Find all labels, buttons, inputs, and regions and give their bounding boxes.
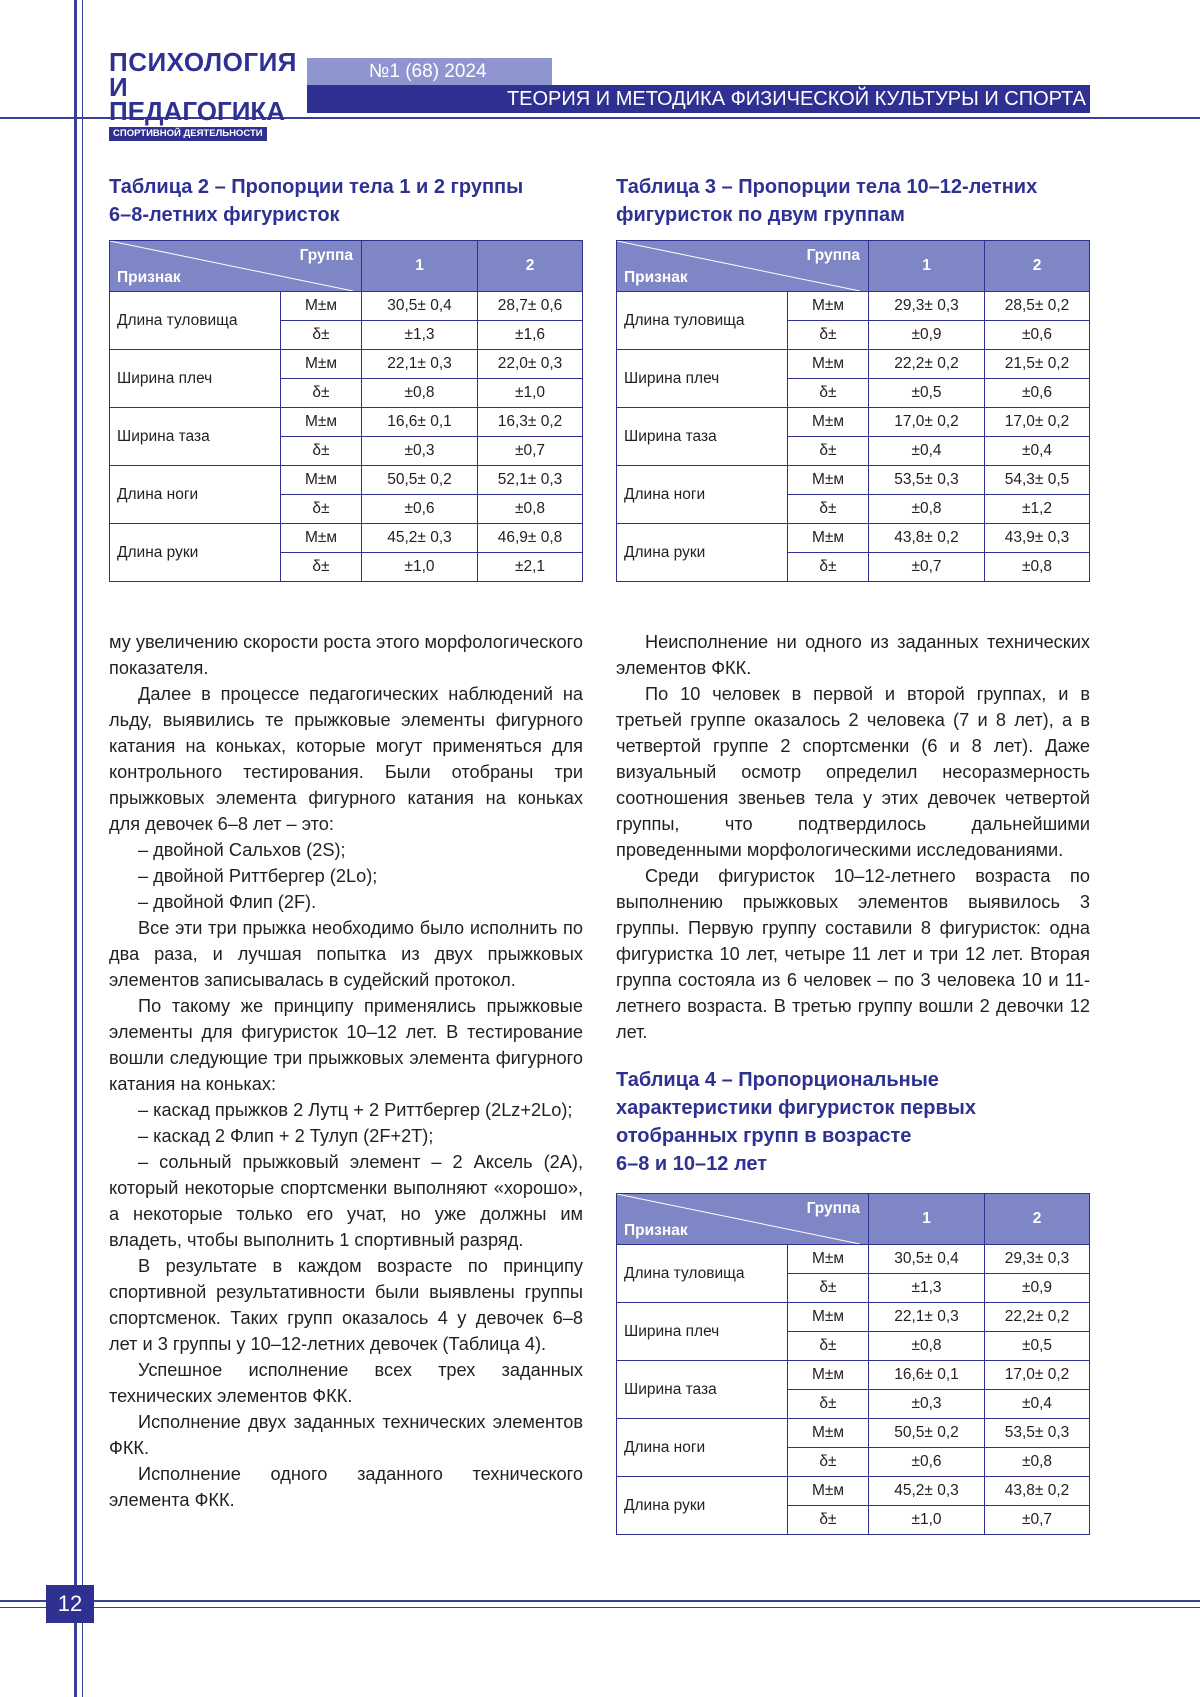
list-item: – каскад прыжков 2 Лутц + 2 Риттбергер (2Lz+2Lo); <box>138 1100 573 1120</box>
value-cell: ±1,3 <box>869 1274 985 1303</box>
value-cell: 16,6± 0,1 <box>869 1361 985 1390</box>
table-header-row <box>617 1194 1090 1245</box>
frame-vertical-line <box>74 0 77 1697</box>
stat-label-mean: М±м <box>788 408 869 437</box>
value-cell: ±0,4 <box>869 437 985 466</box>
stat-label-sd: δ± <box>788 495 869 524</box>
row-label: Ширина таза <box>617 1361 788 1419</box>
value-cell: ±1,0 <box>869 1506 985 1535</box>
header-group-label: Группа <box>299 247 353 264</box>
value-cell: 54,3± 0,5 <box>985 466 1090 495</box>
header-feature-label: Признак <box>624 1222 688 1239</box>
table-header-row <box>617 241 1090 292</box>
value-cell: ±0,8 <box>985 553 1090 582</box>
row-label: Длина туловища <box>617 1245 788 1303</box>
header-group-feature-cell <box>617 241 869 292</box>
section-title: ТЕОРИЯ И МЕТОДИКА ФИЗИЧЕСКОЙ КУЛЬТУРЫ И СПОРТА <box>307 85 1090 113</box>
logo-line-1: ПСИХОЛОГИЯ <box>109 47 297 77</box>
stat-label-sd: δ± <box>788 1390 869 1419</box>
paragraph: По 10 человек в первой и второй группах, и в третьей группе оказалось 2 человека (7 и 8 лет), а в четвертой группе 2 спортсменки (6 и 8 лет). Даже визуальный осмотр определил несоразмерность соотношения звеньев тела у этих девочек четвертой группы, что подтвердилось дальнейшими проведенными морфологическими исследованиями. <box>616 684 1090 860</box>
table-header-row <box>110 241 583 292</box>
value-cell: 17,0± 0,2 <box>985 408 1090 437</box>
value-cell: 16,6± 0,1 <box>362 408 478 437</box>
row-label: Длина туловища <box>617 292 788 350</box>
row-label: Длина ноги <box>617 466 788 524</box>
table-row <box>617 1419 1090 1448</box>
stat-label-mean: М±м <box>788 292 869 321</box>
value-cell: ±0,3 <box>362 437 478 466</box>
header-diagonal-cell <box>617 1194 868 1244</box>
header-group-label: Группа <box>806 1200 860 1217</box>
row-label: Длина ноги <box>617 1419 788 1477</box>
value-cell: ±0,9 <box>985 1274 1090 1303</box>
caption-line: 6–8 и 10–12 лет <box>616 1153 768 1175</box>
stat-label-mean: М±м <box>281 408 362 437</box>
value-cell: 22,0± 0,3 <box>478 350 583 379</box>
value-cell: 29,3± 0,3 <box>869 292 985 321</box>
stat-label-mean: М±м <box>788 1303 869 1332</box>
value-cell: ±0,6 <box>869 1448 985 1477</box>
paragraph: Успешное исполнение всех трех заданных технических элементов ФКК. <box>109 1360 583 1406</box>
header-col-2: 2 <box>985 241 1090 292</box>
paragraph: му увеличению скорости роста этого морфологического показателя. <box>109 632 584 678</box>
row-label: Ширина плеч <box>617 350 788 408</box>
caption-line: Таблица 3 – Пропорции тела 10–12-летних <box>616 176 1038 198</box>
value-cell: ±0,6 <box>985 321 1090 350</box>
value-cell: 53,5± 0,3 <box>985 1419 1090 1448</box>
value-cell: 28,7± 0,6 <box>478 292 583 321</box>
table-row <box>110 292 583 321</box>
paragraph: В результате в каждом возрасте по принципу спортивной результативности были выявлены группы спортсменок. Таких групп оказалось 4 у девочек 6–8 лет и 3 группы у 10–12-летних девочек (Таблица 4). <box>109 1256 583 1354</box>
value-cell: 45,2± 0,3 <box>869 1477 985 1506</box>
row-label: Ширина плеч <box>617 1303 788 1361</box>
caption-line: фигуристок по двум группам <box>616 204 905 226</box>
stat-label-mean: М±м <box>788 466 869 495</box>
value-cell: ±0,4 <box>985 437 1090 466</box>
left-column-text <box>109 629 583 1513</box>
caption-line: Таблица 2 – Пропорции тела 1 и 2 группы <box>109 176 524 198</box>
paragraph: – сольный прыжковый элемент – 2 Аксель (2A), который некоторые спортсменки выполняют «хорошо», а некоторые только его учат, но уже должны им владеть, чтобы выполнить 1 спортивный разряд. <box>109 1152 583 1250</box>
value-cell: 30,5± 0,4 <box>362 292 478 321</box>
value-cell: 17,0± 0,2 <box>985 1361 1090 1390</box>
value-cell: ±1,2 <box>985 495 1090 524</box>
header-diagonal-cell <box>110 241 361 291</box>
table-row <box>617 408 1090 437</box>
table-2 <box>109 240 583 582</box>
header-col-2: 2 <box>478 241 583 292</box>
value-cell: ±0,7 <box>869 553 985 582</box>
table-2-caption <box>109 173 523 229</box>
value-cell: 17,0± 0,2 <box>869 408 985 437</box>
stat-label-sd: δ± <box>281 379 362 408</box>
logo-line-2: И ПЕДАГОГИКА <box>109 72 286 126</box>
table-row <box>617 1477 1090 1506</box>
stat-label-mean: М±м <box>788 350 869 379</box>
table-3 <box>616 240 1090 582</box>
value-cell: 46,9± 0,8 <box>478 524 583 553</box>
table-row <box>617 1303 1090 1332</box>
row-label: Длина ноги <box>110 466 281 524</box>
value-cell: 50,5± 0,2 <box>869 1419 985 1448</box>
value-cell: 22,2± 0,2 <box>869 350 985 379</box>
stat-label-sd: δ± <box>788 437 869 466</box>
stat-label-sd: δ± <box>281 437 362 466</box>
value-cell: ±0,7 <box>478 437 583 466</box>
stat-label-sd: δ± <box>281 321 362 350</box>
value-cell: ±1,3 <box>362 321 478 350</box>
value-cell: 22,1± 0,3 <box>362 350 478 379</box>
paragraph: Неисполнение ни одного из заданных технических элементов ФКК. <box>616 632 1090 678</box>
stat-label-sd: δ± <box>281 495 362 524</box>
issue-number: №1 (68) 2024 <box>307 58 552 86</box>
table-row <box>110 466 583 495</box>
header-col-1: 1 <box>869 241 985 292</box>
value-cell: 29,3± 0,3 <box>985 1245 1090 1274</box>
value-cell: ±0,7 <box>985 1506 1090 1535</box>
paragraph: По такому же принципу применялись прыжковые элементы для фигуристок 10–12 лет. В тестирование вошли следующие три прыжковых элемента фигурного катания на коньках: <box>109 996 583 1094</box>
table-row <box>110 350 583 379</box>
table-row <box>110 408 583 437</box>
stat-label-sd: δ± <box>788 1506 869 1535</box>
stat-label-mean: М±м <box>788 1361 869 1390</box>
value-cell: ±0,6 <box>362 495 478 524</box>
stat-label-sd: δ± <box>788 553 869 582</box>
paragraph: Исполнение одного заданного технического элемента ФКК. <box>109 1464 583 1510</box>
paragraph: Далее в процессе педагогических наблюдений на льду, выявились те прыжковые элементы фигурного катания на коньках, которые могут применяться для контрольного тестирования. Были отобраны три прыжковых элемента фигурного катания на коньках для девочек 6–8 лет – это: <box>109 684 583 834</box>
stat-label-sd: δ± <box>788 321 869 350</box>
value-cell: ±0,9 <box>869 321 985 350</box>
table-row <box>617 466 1090 495</box>
list-item: – двойной Сальхов (2S); <box>138 840 346 860</box>
stat-label-sd: δ± <box>788 1274 869 1303</box>
value-cell: ±1,0 <box>478 379 583 408</box>
stat-label-mean: М±м <box>788 1245 869 1274</box>
table-4 <box>616 1193 1090 1535</box>
paragraph: Среди фигуристок 10–12-летнего возраста по выполнению прыжковых элементов выявилось 3 группы. Первую группу составили 8 фигуристок: одна фигуристка 10 лет, четыре 11 лет и три 12 лет. Вторая группа состояла из 6 человек – по 3 человека 10 и 11-летнего возраста. В третью группу вошли 2 девочки 12 лет. <box>616 866 1090 1042</box>
row-label: Длина руки <box>617 1477 788 1535</box>
value-cell: 43,9± 0,3 <box>985 524 1090 553</box>
list-item: – двойной Риттбергер (2Lo); <box>138 866 378 886</box>
header-group-label: Группа <box>806 247 860 264</box>
frame-vertical-line-thin <box>82 0 83 1697</box>
row-label: Длина туловища <box>110 292 281 350</box>
value-cell: ±2,1 <box>478 553 583 582</box>
list-item: – двойной Флип (2F). <box>138 892 317 912</box>
table-row <box>110 524 583 553</box>
logo-subtitle: СПОРТИВНОЙ ДЕЯТЕЛЬНОСТИ <box>109 127 267 141</box>
footer-rule-thin <box>0 1607 1200 1608</box>
stat-label-mean: М±м <box>788 1419 869 1448</box>
table-row <box>617 524 1090 553</box>
value-cell: 22,1± 0,3 <box>869 1303 985 1332</box>
header-feature-label: Признак <box>117 269 181 286</box>
stat-label-sd: δ± <box>281 553 362 582</box>
row-label: Ширина таза <box>110 408 281 466</box>
header-col-2: 2 <box>985 1194 1090 1245</box>
stat-label-mean: М±м <box>788 1477 869 1506</box>
value-cell: ±0,6 <box>985 379 1090 408</box>
value-cell: 21,5± 0,2 <box>985 350 1090 379</box>
value-cell: ±0,8 <box>362 379 478 408</box>
row-label: Длина руки <box>617 524 788 582</box>
row-label: Ширина таза <box>617 408 788 466</box>
caption-line: характеристики фигуристок первых <box>616 1097 976 1119</box>
value-cell: 45,2± 0,3 <box>362 524 478 553</box>
value-cell: 43,8± 0,2 <box>869 524 985 553</box>
value-cell: ±1,6 <box>478 321 583 350</box>
value-cell: ±0,5 <box>985 1332 1090 1361</box>
value-cell: 52,1± 0,3 <box>478 466 583 495</box>
paragraph: Все эти три прыжка необходимо было исполнить по два раза, и лучшая попытка из двух прыжковых элементов записывалась в судейский протокол. <box>109 918 583 990</box>
value-cell: 16,3± 0,2 <box>478 408 583 437</box>
header-diagonal-cell <box>617 241 868 291</box>
header-group-feature-cell <box>110 241 362 292</box>
caption-line: отобранных групп в возрасте <box>616 1125 912 1147</box>
value-cell: 22,2± 0,2 <box>985 1303 1090 1332</box>
value-cell: ±0,3 <box>869 1390 985 1419</box>
journal-logo <box>109 47 297 141</box>
paragraph: Исполнение двух заданных технических элементов ФКК. <box>109 1412 583 1458</box>
stat-label-mean: М±м <box>281 292 362 321</box>
table-4-caption <box>616 1066 976 1178</box>
stat-label-mean: М±м <box>281 350 362 379</box>
header-col-1: 1 <box>362 241 478 292</box>
value-cell: ±0,8 <box>478 495 583 524</box>
value-cell: ±0,8 <box>869 1332 985 1361</box>
caption-line: 6–8-летних фигуристок <box>109 204 340 226</box>
table-row <box>617 1361 1090 1390</box>
stat-label-mean: М±м <box>281 466 362 495</box>
stat-label-mean: М±м <box>788 524 869 553</box>
row-label: Ширина плеч <box>110 350 281 408</box>
value-cell: 28,5± 0,2 <box>985 292 1090 321</box>
stat-label-sd: δ± <box>788 1332 869 1361</box>
stat-label-mean: М±м <box>281 524 362 553</box>
stat-label-sd: δ± <box>788 379 869 408</box>
header-col-1: 1 <box>869 1194 985 1245</box>
row-label: Длина руки <box>110 524 281 582</box>
table-row <box>617 1245 1090 1274</box>
right-column-text <box>616 629 1090 1045</box>
table-row <box>617 350 1090 379</box>
caption-line: Таблица 4 – Пропорциональные <box>616 1069 939 1091</box>
footer-rule <box>0 1600 1200 1602</box>
stat-label-sd: δ± <box>788 1448 869 1477</box>
value-cell: 50,5± 0,2 <box>362 466 478 495</box>
value-cell: ±0,4 <box>985 1390 1090 1419</box>
value-cell: 53,5± 0,3 <box>869 466 985 495</box>
value-cell: ±0,5 <box>869 379 985 408</box>
list-item: – каскад 2 Флип + 2 Тулуп (2F+2T); <box>138 1126 434 1146</box>
value-cell: ±1,0 <box>362 553 478 582</box>
value-cell: ±0,8 <box>985 1448 1090 1477</box>
page-number: 12 <box>46 1585 94 1623</box>
header-group-feature-cell <box>617 1194 869 1245</box>
table-row <box>617 292 1090 321</box>
value-cell: 30,5± 0,4 <box>869 1245 985 1274</box>
value-cell: ±0,8 <box>869 495 985 524</box>
value-cell: 43,8± 0,2 <box>985 1477 1090 1506</box>
header-feature-label: Признак <box>624 269 688 286</box>
table-3-caption <box>616 173 1037 229</box>
